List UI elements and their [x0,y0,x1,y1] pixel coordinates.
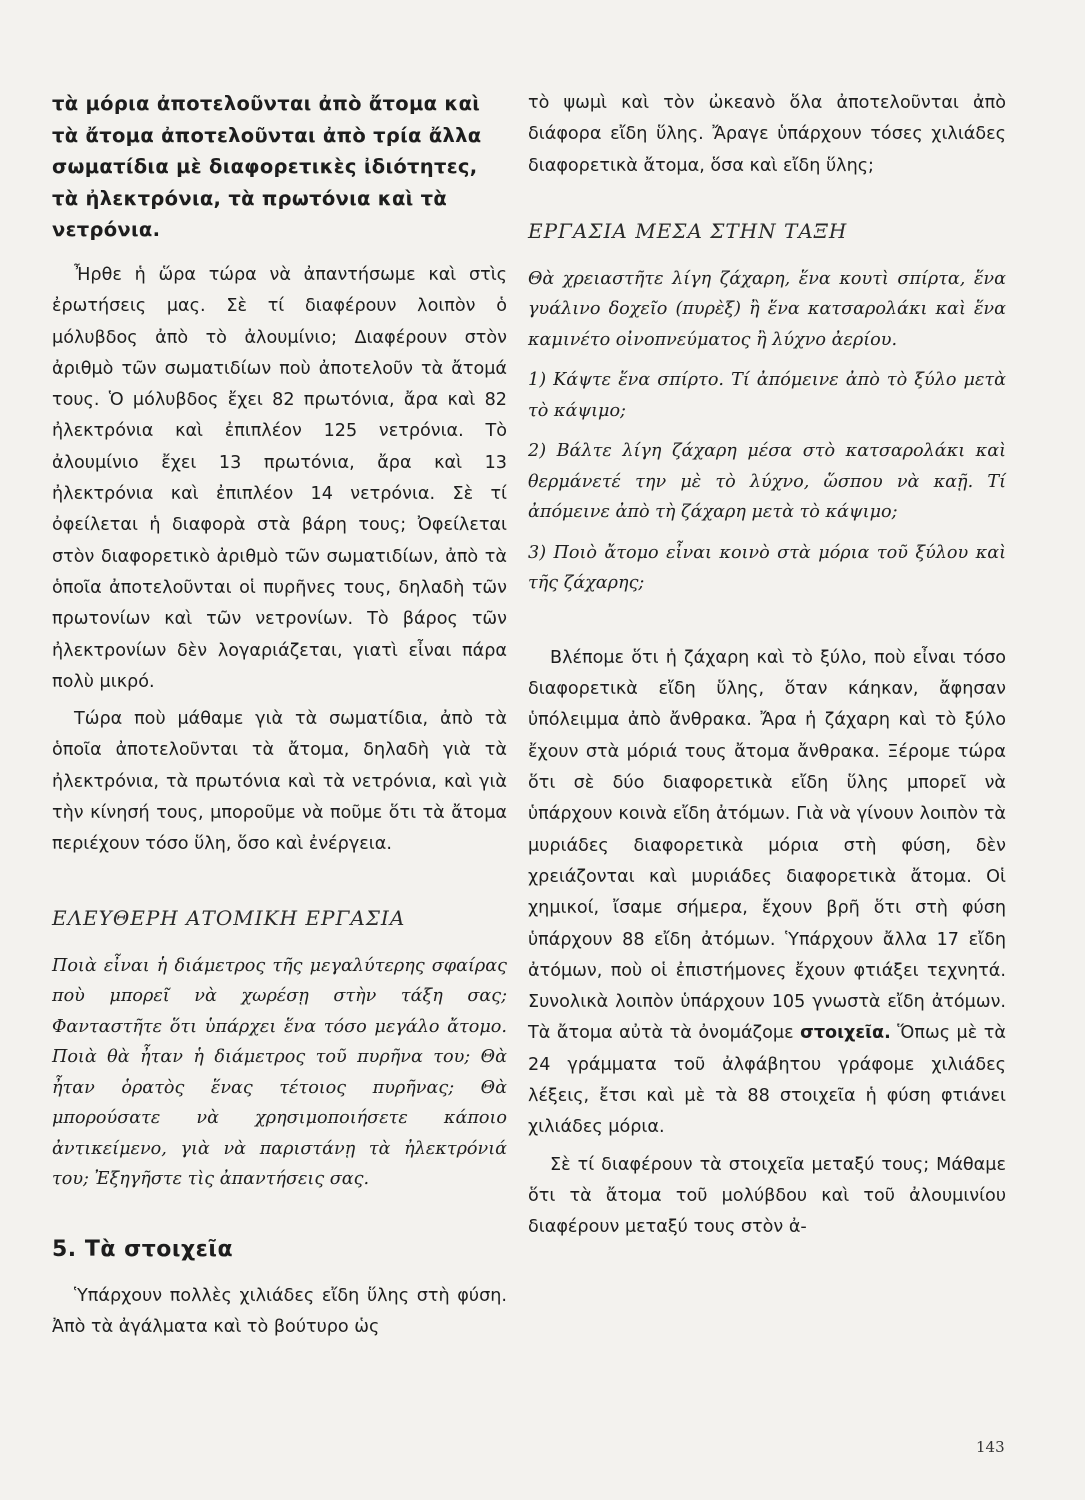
right-paragraph-3: Σὲ τί διαφέρουν τὰ στοιχεῖα μεταξύ τους; Μάθαμε ὅτι τὰ ἄτομα τοῦ μολύβδου καὶ τοῦ ἀλουμινίου διαφέρουν μεταξύ τους στὸν ἀ- [528,1154,1006,1238]
right-paragraph-2-end: Ὅπως μὲ τὰ 24 γράμματα τοῦ ἀλφάβητου γράφομε χιλιάδες λέξεις, ἔτσι καὶ μὲ τὰ 88 στοιχεῖα ἡ φύση φτιάνει χιλιάδες μόρια. [528,1023,1006,1138]
class-work-intro: Θὰ χρειαστῆτε λίγη ζάχαρη, ἕνα κουτὶ σπίρτα, ἕνα γυάλινο δοχεῖο (πυρὲξ) ἢ ἕνα κατσαρολάκι καὶ ἕνα καμινέτο οἰνοπνεύματος ἢ λύχνο ἀερίου. [528,268,1006,350]
free-work-text: Ποιὰ εἶναι ἡ διάμετρος τῆς μεγαλύτερης σφαίρας ποὺ μπορεῖ νὰ χωρέσῃ στὴν τάξη σας; Φανταστῆτε ὅτι ὑπάρχει ἕνα τόσο μεγάλο ἄτομο. Ποιὰ θὰ ἦταν ἡ διάμετρος τοῦ πυρῆνα του; Θὰ ἦταν ὁρατὸς ἕνας τέτοιος πυρῆνας; Θὰ μπορούσατε νὰ χρησιμοποιήσετε κάποιο ἀντικείμενο, γιὰ νὰ παριστάνῃ τὰ ἠλεκτρόνιά του; Ἐξηγῆστε τὶς ἀπαντήσεις σας. [52,955,507,1190]
left-paragraph-2: Τώρα ποὺ μάθαμε γιὰ τὰ σωματίδια, ἀπὸ τὰ ὁποῖα ἀποτελοῦνται τὰ ἄτομα, δηλαδὴ γιὰ τὰ ἠλεκτρόνια, τὰ πρωτόνια καὶ τὰ νετρόνια, καὶ γιὰ τὴν κίνησή τους, μποροῦμε νὰ ποῦμε ὅτι τὰ ἄτομα περιέχουν τόσο ὕλη, ὅσο καὶ ἐνέργεια. [52,709,507,855]
free-work-heading: ΕΛΕΥΘΕΡΗ ΑΤΟΜΙΚΗ ΕΡΓΑΣΙΑ [52,905,406,930]
right-paragraph-2-text: Βλέπομε ὅτι ἡ ζάχαρη καὶ τὸ ξύλο, ποὺ εἶναι τόσο διαφορετικὰ εἴδη ὕλης, ὅταν κάηκαν, ἄφησαν ὑπόλειμμα ἀπὸ ἄνθρακα. Ἄρα ἡ ζάχαρη καὶ τὸ ξύλο ἔχουν στὰ μόριά τους ἄτομα ἄνθρακα. Ξέρομε τώρα ὅτι σὲ δύο διαφορετικὰ εἴδη ὕλης μπορεῖ νὰ ὑπάρχουν κοινὰ εἴδη ἀτόμων. Γιὰ νὰ γίνουν λοιπὸν τὰ μυριάδες διαφορετικὰ μόρια στὴ φύση, δὲν χρειάζονται καὶ μυριάδες διαφορετικὰ ἄτομα. Οἱ χημικοί, ἴσαμε σήμερα, ἔχουν βρῆ ὅτι στὴ φύση ὑπάρχουν 88 εἴδη ἀτόμων. Ὑπάρχουν ἄλλα 17 εἴδη ἀτόμων, ποὺ οἱ ἐπιστήμονες ἔχουν φτιάξει τεχνητά. Συνολικὰ λοιπὸν ὑπάρχουν 105 γνωστὰ εἴδη ἀτόμων. Τὰ ἄτομα αὐτὰ τὰ ὀνομάζομε [528,647,1006,1044]
right-paragraph-2 [528,643,1006,1144]
class-work-heading: ΕΡΓΑΣΙΑ ΜΕΣΑ ΣΤΗΝ ΤΑΞΗ [528,218,848,243]
page-number: 143 [976,1438,1005,1456]
left-column [52,88,507,1343]
class-work-step-1: 1) Κάψτε ἕνα σπίρτο. Τί ἀπόμεινε ἀπὸ τὸ ξύλο μετὰ τὸ κάψιμο; [528,370,1006,421]
elements-keyword: στοιχεῖα. [800,1023,891,1044]
left-paragraph-1: Ἦρθε ἡ ὥρα τώρα νὰ ἀπαντήσωμε καὶ στὶς ἐρωτήσεις μας. Σὲ τί διαφέρουν λοιπὸν ὁ μόλυβδος ἀπὸ τὸ ἀλουμίνιο; Διαφέρουν στὸν ἀριθμὸ τῶν σωματιδίων ποὺ ἀποτελοῦν τὰ ἄτομά τους. Ὁ μόλυβδος ἔχει 82 πρωτόνια, ἄρα καὶ 82 ἠλεκτρόνια καὶ ἐπιπλέον 125 νετρόνια. Τὸ ἀλουμίνιο ἔχει 13 πρωτόνια, ἄρα καὶ 13 ἠλεκτρόνια καὶ ἐπιπλέον 14 νετρόνια. Σὲ τί ὀφείλεται ἡ διαφορὰ στὰ βάρη τους; Ὀφείλεται στὸν διαφορετικὸ ἀριθμὸ τῶν σωματιδίων, ἀπὸ τὰ ὁποῖα ἀποτελοῦνται οἱ πυρῆνες τους, δηλαδὴ τῶν πρωτονίων καὶ τῶν νετρονίων. Τὸ βάρος τῶν ἠλεκτρονίων δὲν λογαριάζεται, γιατὶ εἶναι πάρα πολὺ μικρό. [52,265,507,692]
right-column [528,88,1006,1244]
class-work-step-3: 3) Ποιὸ ἄτομο εἶναι κοινὸ στὰ μόρια τοῦ ξύλου καὶ τῆς ζάχαρης; [528,542,1006,594]
section-paragraph: Ὑπάρχουν πολλὲς χιλιάδες εἴδη ὕλης στὴ φύση. Ἀπὸ τὰ ἀγάλματα καὶ τὸ βούτυρο ὡς [52,1285,507,1337]
section-title: 5. Τὰ στοιχεῖα [52,1236,234,1262]
intro-bold-text: τὰ μόρια ἀποτελοῦνται ἀπὸ ἄτομα καὶ τὰ ἄτομα ἀποτελοῦνται ἀπὸ τρία ἄλλα σωματίδια μὲ διαφορετικὲς ἰδιότητες, τὰ ἠλεκτρόνια, τὰ πρωτόνια καὶ τὰ νετρόνια. [52,92,482,241]
right-paragraph-1: τὸ ψωμὶ καὶ τὸν ὠκεανὸ ὅλα ἀποτελοῦνται ἀπὸ διάφορα εἴδη ὕλης. Ἄραγε ὑπάρχουν τόσες χιλιάδες διαφορετικὰ ἄτομα, ὅσα καὶ εἴδη ὕλης; [528,93,1006,176]
class-work-step-2: 2) Βάλτε λίγη ζάχαρη μέσα στὸ κατσαρολάκι καὶ θερμάνετέ την μὲ τὸ λύχνο, ὥσπου νὰ καῇ. Τί ἀπόμεινε ἀπὸ τὴ ζάχαρη μετὰ τὸ κάψιμο; [528,441,1006,523]
